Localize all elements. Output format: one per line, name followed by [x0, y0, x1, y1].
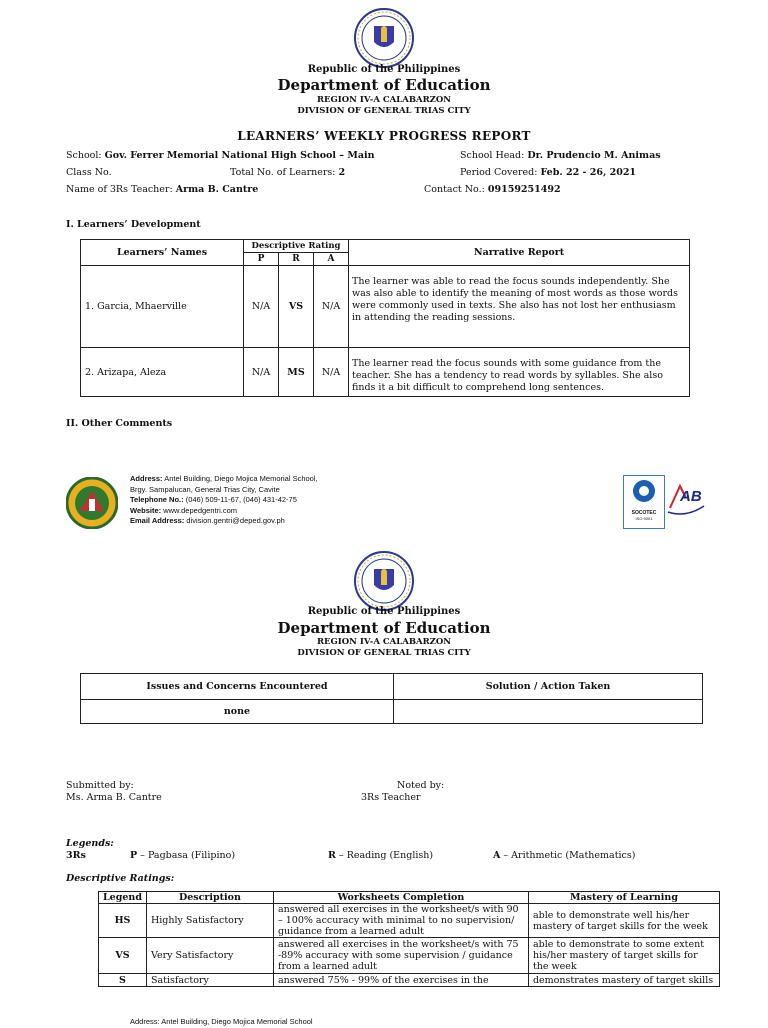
deped-seal — [354, 551, 414, 611]
republic-line: Republic of the Philippines — [307, 606, 461, 617]
legend-r-key: R — [328, 850, 336, 861]
region-line: REGION IV-A CALABARZON — [316, 637, 452, 647]
total-label: Total No. of Learners: — [230, 167, 336, 178]
address-value: Antel Building, Diego Mojica Memorial School, — [164, 474, 318, 483]
division-logo — [66, 477, 118, 529]
report-title: LEARNERS’ WEEKLY PROGRESS REPORT — [237, 129, 531, 143]
uab-badge — [666, 478, 706, 524]
rating-work: answered 75% - 99% of the exercises in the — [273, 974, 528, 987]
learner-name: 2. Arizapa, Aleza — [81, 348, 244, 397]
phone-value: (046) 509-11-67, (046) 431-42-75 — [185, 495, 297, 504]
rating-desc: Very Satisfactory — [146, 938, 273, 974]
table-row — [81, 700, 703, 724]
head-label: School Head: — [460, 150, 525, 161]
rating-legend: HS — [99, 904, 147, 938]
legend-p-key: P — [130, 850, 138, 861]
noted-label: Noted by: — [397, 780, 445, 791]
learners-table — [80, 239, 690, 397]
issues-table — [80, 673, 703, 724]
contact-value: 09159251492 — [487, 184, 561, 195]
legend-a-key: A — [493, 850, 501, 861]
email-value: division.gentri@deped.gov.ph — [186, 516, 285, 525]
school-info — [66, 150, 375, 161]
table-row — [99, 974, 720, 987]
republic-line: Republic of the Philippines — [307, 64, 461, 75]
issue-cell: none — [81, 700, 394, 724]
col-rating: Descriptive Rating — [244, 240, 349, 253]
total-value: 2 — [338, 167, 346, 178]
rating-legend: VS — [99, 938, 147, 974]
submitted-label: Submitted by: — [66, 780, 134, 791]
period-info — [460, 167, 636, 178]
total-info — [230, 167, 345, 178]
ratings-heading: Descriptive Ratings: — [66, 873, 175, 884]
table-row — [81, 266, 690, 348]
rating-desc: Highly Satisfactory — [146, 904, 273, 938]
period-label: Period Covered: — [460, 167, 538, 178]
socotec-badge — [623, 475, 665, 529]
col-legend: Legend — [99, 892, 147, 904]
footer-partial: Address: Antel Building, Diego Mojica Memorial School — [130, 1017, 313, 1026]
address-line2: Brgy. Sampalucan, General Trias City, Cavite — [130, 484, 280, 494]
rating-r: MS — [279, 348, 314, 397]
school-value: Gov. Ferrer Memorial National High School – Main — [104, 150, 375, 161]
legend-a-text: – Arithmetic (Mathematics) — [500, 850, 636, 861]
learner-name: 1. Garcia, Mhaerville — [81, 266, 244, 348]
contact-info — [424, 184, 561, 195]
submitted-name: Ms. Arma B. Cantre — [66, 792, 162, 803]
noted-role: 3Rs Teacher — [361, 792, 421, 803]
rating-r: VS — [279, 266, 314, 348]
school-label: School: — [66, 150, 102, 161]
section1-heading: I. Learners’ Development — [66, 219, 201, 230]
teacher-value: Arma B. Cantre — [175, 184, 259, 195]
rating-a: N/A — [314, 348, 349, 397]
department-title: Department of Education — [277, 619, 491, 637]
ratings-table — [98, 891, 720, 987]
col-narrative: Narrative Report — [349, 240, 690, 266]
class-label: Class No. — [66, 167, 112, 178]
uab-text: AB — [680, 488, 702, 505]
col-names: Learners’ Names — [81, 240, 244, 266]
col-mastery: Mastery of Learning — [528, 892, 719, 904]
col-p: P — [244, 253, 279, 266]
socotec-sub: ISO 9001 — [635, 516, 653, 521]
teacher-label: Name of 3Rs Teacher: — [66, 184, 173, 195]
legend-p — [130, 850, 235, 861]
division-line: DIVISION OF GENERAL TRIAS CITY — [297, 106, 471, 116]
rating-p: N/A — [244, 266, 279, 348]
col-issues: Issues and Concerns Encountered — [81, 674, 394, 700]
deped-seal — [354, 8, 414, 68]
legend-p-text: – Pagbasa (Filipino) — [137, 850, 236, 861]
col-r: R — [279, 253, 314, 266]
department-title: Department of Education — [277, 76, 491, 94]
rating-work: answered all exercises in the worksheet/s with 75 -89% accuracy with some supervision / guidance from a learned adult — [273, 938, 528, 974]
contact-label: Contact No.: — [424, 184, 485, 195]
website-value: www.depedgentri.com — [163, 505, 238, 515]
rating-mastery: demonstrates mastery of target skills — [528, 974, 719, 987]
narrative: The learner read the focus sounds with some guidance from the teacher. She has a tendency to read words by syllables. She also finds it a bit difficult to comprehend long sentences. — [349, 348, 690, 397]
col-worksheets: Worksheets Completion — [273, 892, 528, 904]
rating-legend: S — [99, 974, 147, 987]
address-label: Address: — [130, 474, 163, 483]
rating-desc: Satisfactory — [146, 974, 273, 987]
legend-3rs: 3Rs — [66, 850, 86, 861]
col-description: Description — [146, 892, 273, 904]
table-row — [99, 938, 720, 974]
legend-r-text: – Reading (English) — [335, 850, 434, 861]
phone-label: Telephone No.: — [130, 495, 184, 504]
table-row — [81, 348, 690, 397]
socotec-text: SOCOTEC — [631, 510, 657, 516]
legends-heading: Legends: — [66, 838, 114, 849]
footer-info — [130, 474, 390, 527]
period-value: Feb. 22 - 26, 2021 — [540, 167, 637, 178]
email-label: Email Address: — [130, 516, 185, 525]
rating-p: N/A — [244, 348, 279, 397]
legend-a — [493, 850, 635, 861]
certification-icon — [624, 476, 664, 506]
solution-cell — [394, 700, 703, 724]
col-a: A — [314, 253, 349, 266]
section2-heading: II. Other Comments — [66, 418, 173, 429]
narrative: The learner was able to read the focus sounds independently. She was also able to identify the meaning of most words as those words were commonly used in texts. She also has not lost her enthusiasm in attending the reading sessions. — [349, 266, 690, 348]
teacher-info — [66, 184, 258, 195]
rating-a: N/A — [314, 266, 349, 348]
website-label: Website: — [130, 505, 162, 515]
table-row — [99, 904, 720, 938]
rating-mastery: able to demonstrate well his/her mastery of target skills for the week — [528, 904, 719, 938]
legend-r — [328, 850, 433, 861]
division-line: DIVISION OF GENERAL TRIAS CITY — [297, 648, 471, 658]
rating-mastery: able to demonstrate to some extent his/her mastery of target skills for the week — [528, 938, 719, 974]
rating-work: answered all exercises in the worksheet/s with 90 – 100% accuracy with minimal to no supervision/ guidance from a learned adult — [273, 904, 528, 938]
col-solution: Solution / Action Taken — [394, 674, 703, 700]
head-info — [460, 150, 661, 161]
head-value: Dr. Prudencio M. Animas — [527, 150, 661, 161]
region-line: REGION IV-A CALABARZON — [316, 95, 452, 105]
